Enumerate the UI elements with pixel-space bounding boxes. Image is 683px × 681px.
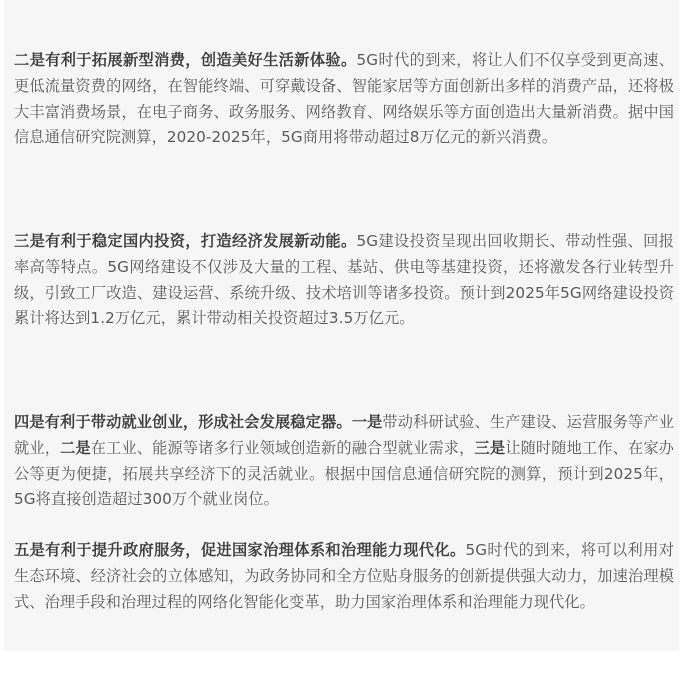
article-body [4, 0, 679, 651]
paragraph-government-services [14, 538, 674, 615]
paragraph-employment [14, 410, 674, 513]
paragraph-heading: 三是有利于稳定国内投资，打造经济发展新动能。 [14, 232, 357, 250]
list-marker-third: 三是 [474, 438, 506, 457]
paragraph-heading: 五是有利于提升政府服务，促进国家治理体系和治理能力现代化。 [14, 541, 466, 559]
paragraph-heading: 四是有利于带动就业创业，形成社会发展稳定器。 [14, 413, 352, 431]
paragraph-text: 5G建设投资呈现出回收期长、带动性强、回报率高等特点。5G网络建设不仅涉及大量的工程、基站、供电等基建投资，还将激发各行业转型升级，引致工厂改造、建设运营、系统升级、技术培训等诸多投资。预计到2025年5G网络建设投资累计将达到1.2万亿元，累计带动相关投资超过3.5万亿元。 [14, 232, 674, 328]
paragraph-heading: 二是有利于拓展新型消费，创造美好生活新体验。 [14, 51, 357, 69]
paragraph-text: 在工业、能源等诸多行业领域创造新的融合型就业需求， [90, 438, 475, 457]
paragraph-text: 带动科研试验、生产建设、运营服务等产业就业， [14, 413, 674, 457]
paragraph-text: 5G时代的到来，将让人们不仅享受到更高速、更低流量资费的网络，在智能终端、可穿戴设备、智能家居等方面创新出多样的消费产品，还将极大丰富消费场景，在电子商务、政务服务、网络教育、网络娱乐等方面创造出大量新消费。据中国信息通信研究院测算，2020-2025年，5G商用将带动超过8万亿元的新兴消费。 [14, 51, 674, 147]
paragraph-domestic-investment [14, 229, 674, 332]
paragraph-new-consumption [14, 48, 674, 151]
paragraph-text: 5G时代的到来，将可以利用对生态环境、经济社会的立体感知，为政务协同和全方位贴身服务的创新提供强大动力，加速治理模式、治理手段和治理过程的网络化智能化变革，助力国家治理体系和治理能力现代化。 [14, 541, 674, 611]
list-marker-second: 二是 [60, 438, 91, 457]
list-marker-first: 一是 [351, 413, 383, 431]
paragraph-text: 让随时随地工作、在家办公等更为便捷，拓展共享经济下的灵活就业。根据中国信息通信研究院的测算，预计到2025年，5G将直接创造超过300万个就业岗位。 [14, 438, 675, 509]
